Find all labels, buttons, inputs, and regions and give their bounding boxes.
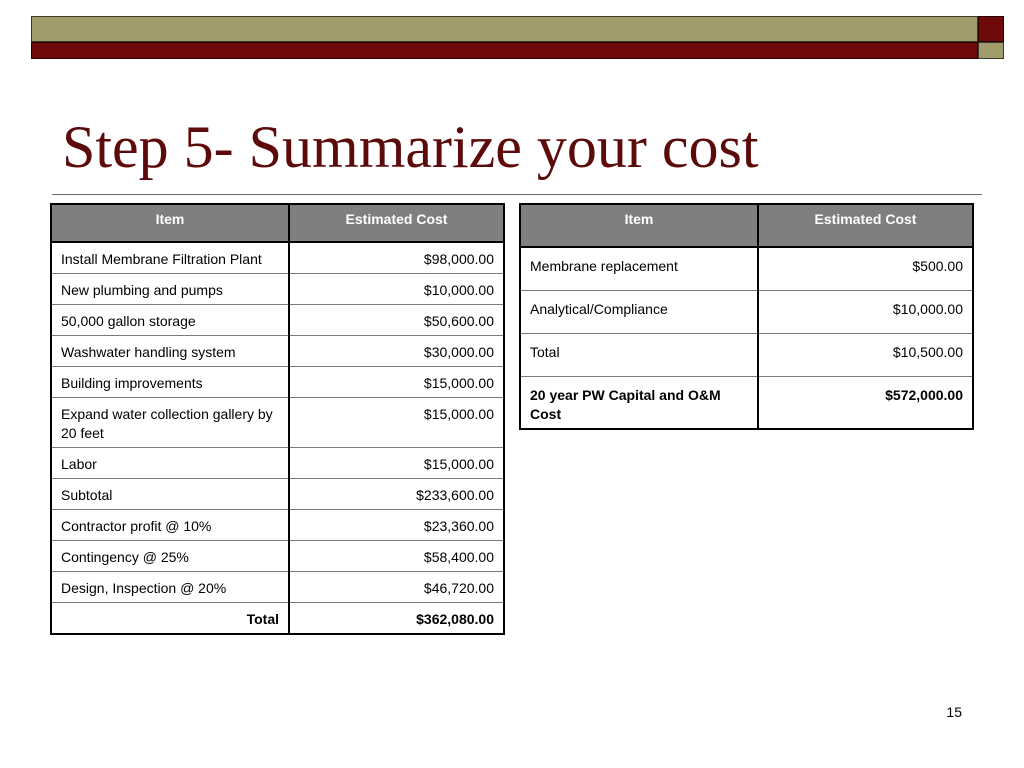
column-header-estimated-cost: Estimated Cost [289,204,504,242]
table-row [51,242,504,274]
table-row [51,479,504,510]
item-cell: Design, Inspection @ 20% [51,572,289,603]
item-cell: Membrane replacement [520,247,758,290]
item-cell: Contingency @ 25% [51,541,289,572]
header-square-red [978,16,1004,42]
summary-value: $572,000.00 [758,376,973,429]
table-row [51,336,504,367]
table-row [51,510,504,541]
item-cell: New plumbing and pumps [51,274,289,305]
cost-cell: $10,000.00 [758,290,973,333]
cost-cell: $50,600.00 [289,305,504,336]
cost-cell: $500.00 [758,247,973,290]
item-cell: Washwater handling system [51,336,289,367]
table-row [51,398,504,448]
table-row [520,290,973,333]
summary-row [520,376,973,429]
table-row [51,367,504,398]
cost-cell: $15,000.00 [289,398,504,448]
cost-cell: $233,600.00 [289,479,504,510]
column-header-item: Item [51,204,289,242]
table-row [51,448,504,479]
header-bar-olive [31,16,978,42]
cost-cell: $58,400.00 [289,541,504,572]
total-label: Total [51,603,289,635]
table-row [51,572,504,603]
title-divider [52,194,982,195]
cost-cell: $30,000.00 [289,336,504,367]
item-cell: Analytical/Compliance [520,290,758,333]
item-cell: Building improvements [51,367,289,398]
table-row [51,305,504,336]
capital-cost-table [50,203,505,635]
summary-label: 20 year PW Capital and O&M Cost [520,376,758,429]
header-square-olive [978,42,1004,59]
cost-cell: $10,000.00 [289,274,504,305]
column-header-estimated-cost: Estimated Cost [758,204,973,247]
item-cell: 50,000 gallon storage [51,305,289,336]
table-header-row [51,204,504,242]
table-row [520,247,973,290]
om-cost-table [519,203,974,430]
item-cell: Subtotal [51,479,289,510]
cost-cell: $46,720.00 [289,572,504,603]
total-row [51,603,504,635]
table-row [520,333,973,376]
slide-title: Step 5- Summarize your cost [62,114,759,180]
table-row [51,274,504,305]
cost-cell: $98,000.00 [289,242,504,274]
column-header-item: Item [520,204,758,247]
cost-cell: $15,000.00 [289,367,504,398]
cost-cell: $23,360.00 [289,510,504,541]
total-value: $362,080.00 [289,603,504,635]
cost-cell: $10,500.00 [758,333,973,376]
item-cell: Total [520,333,758,376]
slide-number: 15 [946,704,962,720]
table-header-row [520,204,973,247]
table-row [51,541,504,572]
item-cell: Install Membrane Filtration Plant [51,242,289,274]
header-bar-red [31,42,978,59]
item-cell: Expand water collection gallery by 20 feet [51,398,289,448]
item-cell: Labor [51,448,289,479]
cost-cell: $15,000.00 [289,448,504,479]
item-cell: Contractor profit @ 10% [51,510,289,541]
